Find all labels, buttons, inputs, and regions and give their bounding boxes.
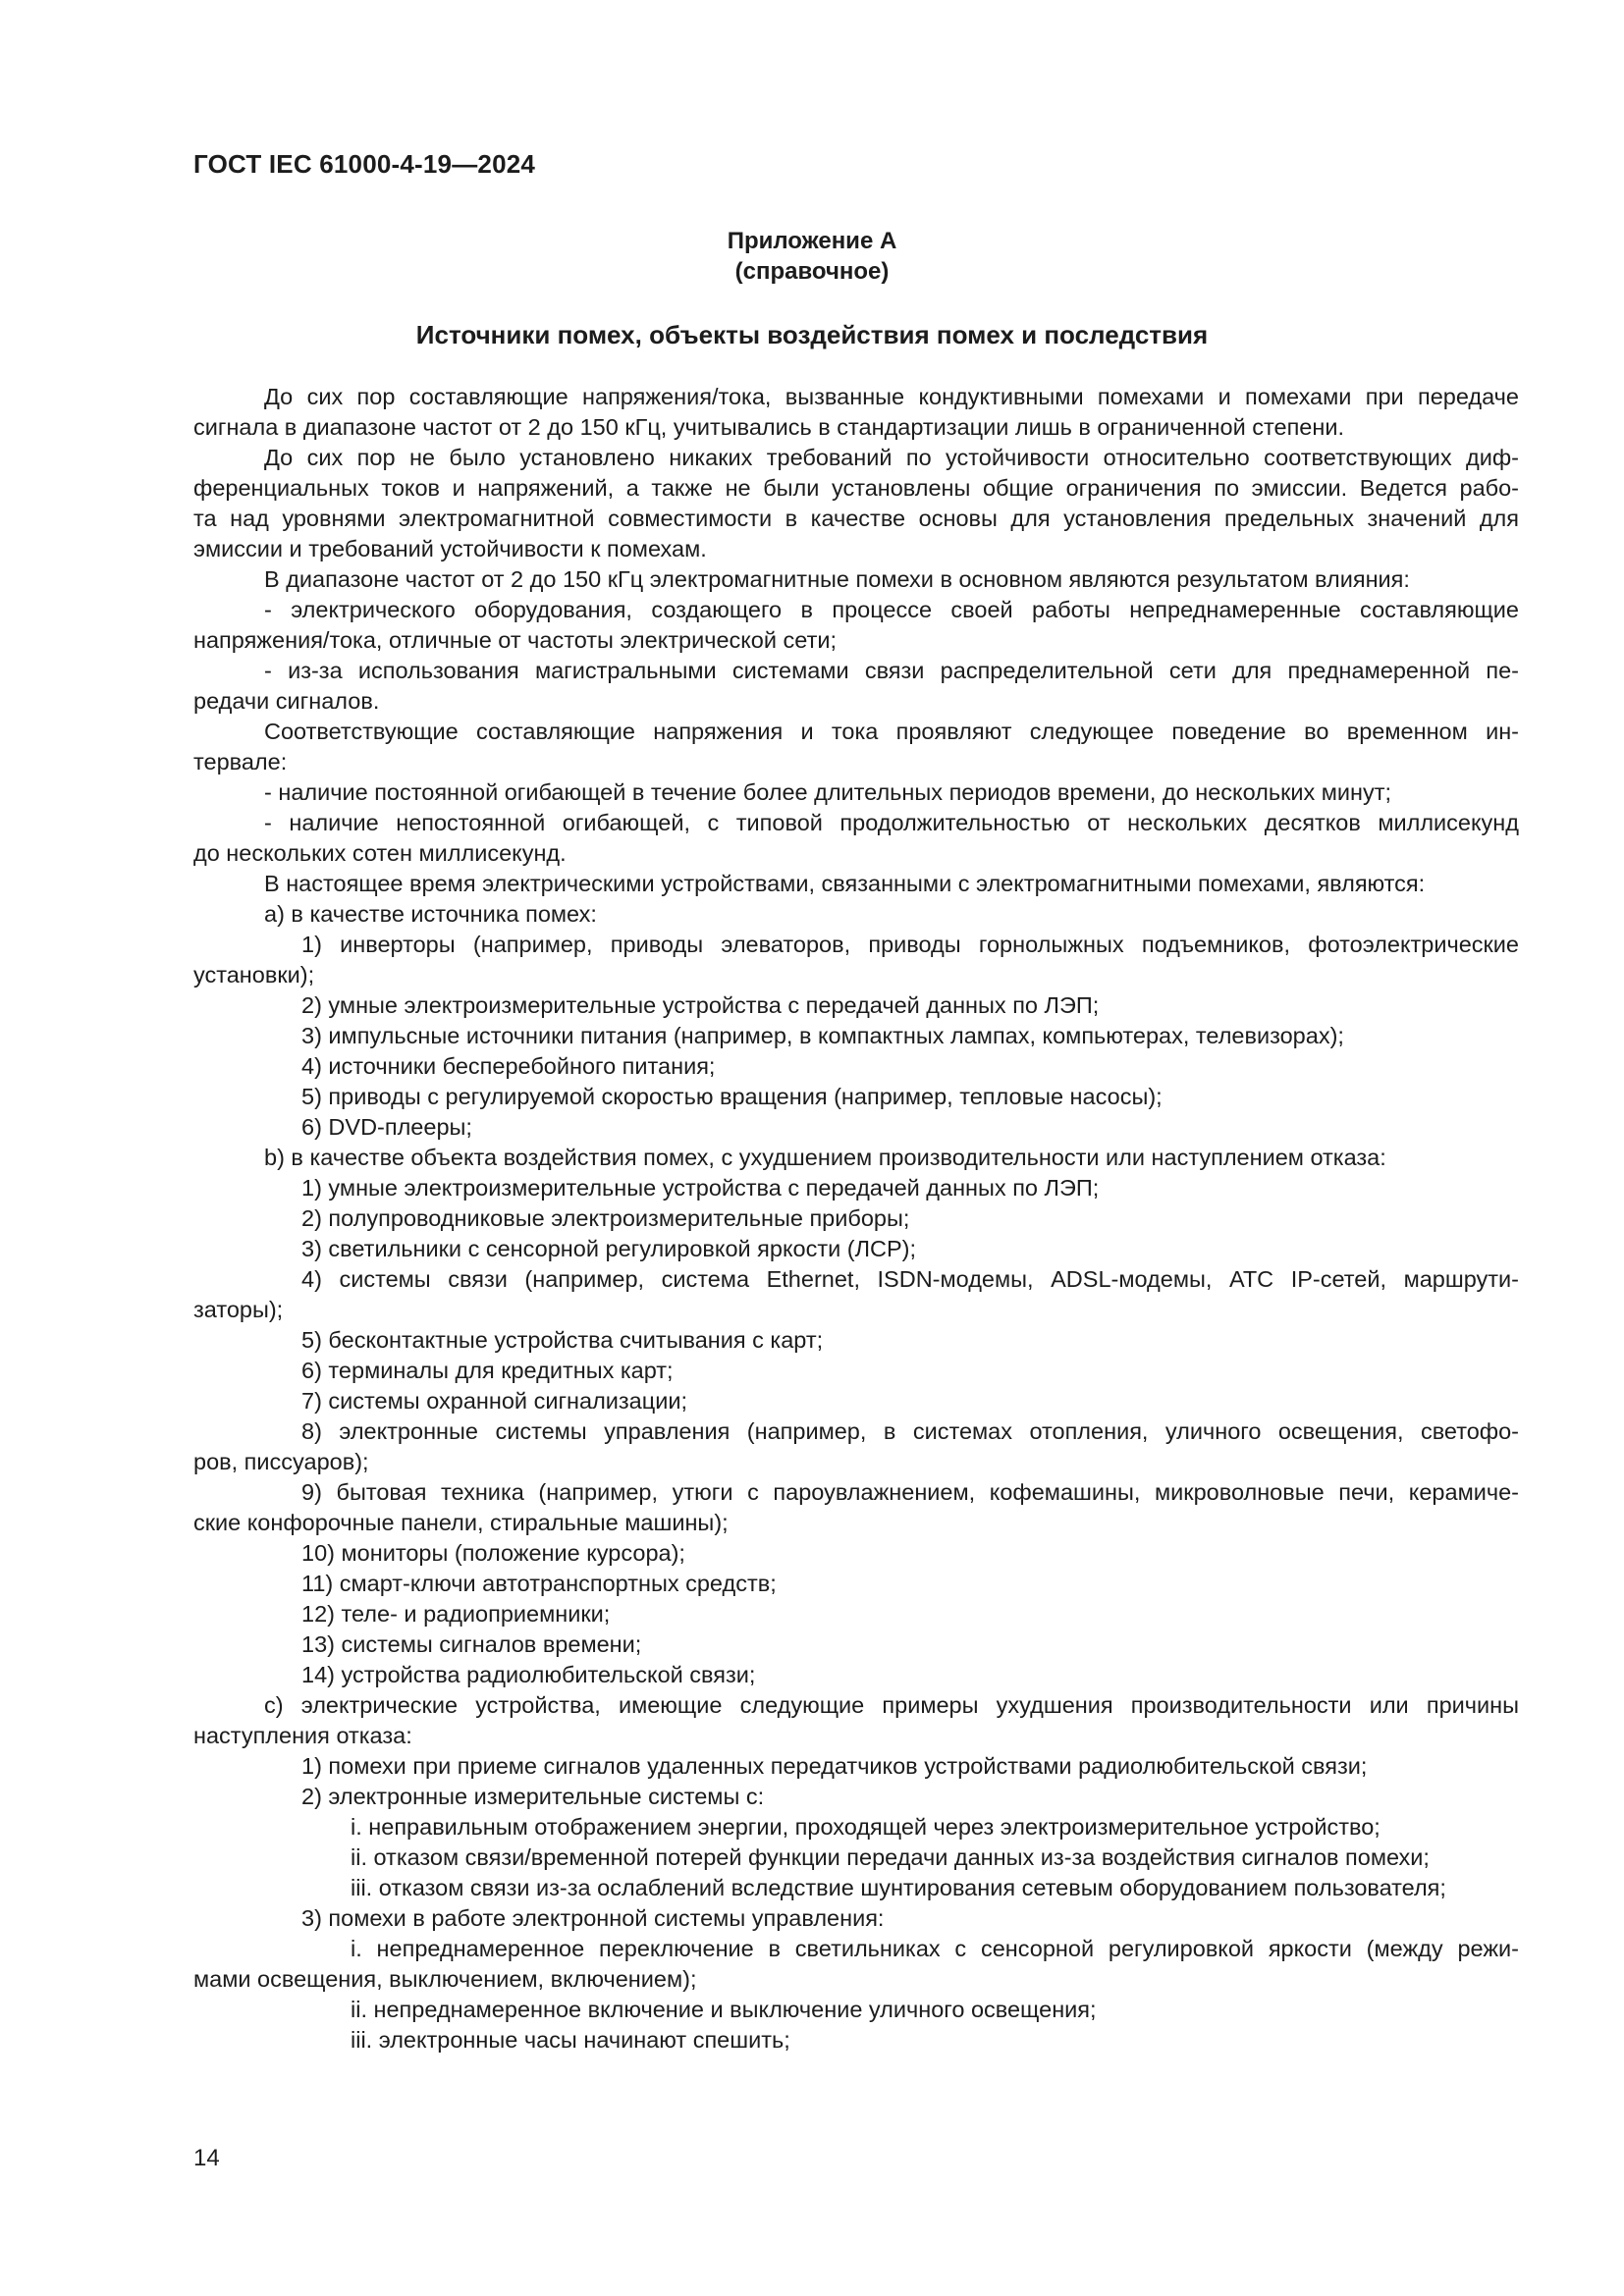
- text-line: 2) умные электроизмерительные устройства с передачей данных по ЛЭП;: [301, 992, 1100, 1018]
- text-line: 6) терминалы для кредитных карт;: [301, 1358, 674, 1383]
- text-line: мами освещения, выключением, включением);: [193, 1966, 697, 1992]
- text-line: i. неправильным отображением энергии, проходящей через электроизмерительное устройство;: [351, 1814, 1380, 1840]
- annex-title: Приложение А: [727, 228, 897, 254]
- text-line: эмиссии и требований устойчивости к помехам.: [193, 536, 707, 561]
- text-line: та над уровнями электромагнитной совместимости в качестве основы для установления предельных значений для: [193, 506, 1519, 531]
- text-line: 1) помехи при приеме сигналов удаленных передатчиков устройствами радиолюбительской связи;: [301, 1753, 1368, 1779]
- text-line: - наличие непостоянной огибающей, с типовой продолжительностью от нескольких десятков миллисекунд: [264, 810, 1519, 835]
- text-line: 2) электронные измерительные системы с:: [301, 1784, 765, 1809]
- document-header: ГОСТ IEC 61000-4-19—2024: [193, 149, 536, 179]
- text-line: ров, писсуаров);: [193, 1449, 369, 1474]
- text-line: редачи сигналов.: [193, 688, 380, 714]
- text-line: В диапазоне частот от 2 до 150 кГц электромагнитные помехи в основном являются результатом влияния:: [264, 566, 1410, 592]
- text-line: 3) импульсные источники питания (например, в компактных лампах, компьютерах, телевизорах);: [301, 1023, 1344, 1048]
- text-line: iii. отказом связи из-за ослаблений вследствие шунтирования сетевым оборудованием пользователя;: [351, 1875, 1446, 1900]
- text-line: ференциальных токов и напряжений, а также не были установлены общие ограничения по эмиссии. Ведется рабо-: [193, 475, 1519, 501]
- text-line: 3) помехи в работе электронной системы управления:: [301, 1905, 885, 1931]
- text-line: a) в качестве источника помех:: [264, 901, 597, 927]
- text-line: 12) теле- и радиоприемники;: [301, 1601, 611, 1627]
- text-line: 1) умные электроизмерительные устройства с передачей данных по ЛЭП;: [301, 1175, 1100, 1201]
- text-line: iii. электронные часы начинают спешить;: [351, 2027, 790, 2053]
- text-line: 5) приводы с регулируемой скоростью вращения (например, тепловые насосы);: [301, 1084, 1163, 1109]
- text-line: В настоящее время электрическими устройствами, связанными с электромагнитными помехами, являются:: [264, 871, 1426, 896]
- text-line: До сих пор составляющие напряжения/тока, вызванные кондуктивными помехами и помехами при передаче: [264, 384, 1519, 409]
- text-line: - наличие постоянной огибающей в течение более длительных периодов времени, до нескольких минут;: [264, 779, 1392, 805]
- text-line: напряжения/тока, отличные от частоты электрической сети;: [193, 627, 837, 653]
- text-line: ii. отказом связи/временной потерей функции передачи данных из-за воздействия сигналов помехи;: [351, 1844, 1430, 1870]
- text-line: i. непреднамеренное переключение в светильниках с сенсорной регулировкой яркости (между режи-: [351, 1936, 1519, 1961]
- text-line: ские конфорочные панели, стиральные машины);: [193, 1510, 729, 1535]
- text-line: 13) системы сигналов времени;: [301, 1631, 642, 1657]
- text-line: 3) светильники с сенсорной регулировкой яркости (ЛСР);: [301, 1236, 917, 1261]
- text-line: 6) DVD-плееры;: [301, 1114, 472, 1140]
- text-line: сигнала в диапазоне частот от 2 до 150 кГц, учитывались в стандартизации лишь в ограниченной степени.: [193, 414, 1344, 440]
- text-line: до нескольких сотен миллисекунд.: [193, 840, 567, 866]
- text-line: 4) системы связи (например, система Ethernet, ISDN-модемы, ADSL-модемы, АТС IP-сетей, маршрути-: [301, 1266, 1519, 1292]
- body-text: [193, 382, 1519, 2056]
- text-line: 9) бытовая техника (например, утюги с пароувлажнением, кофемашины, микроволновые печи, керамиче-: [301, 1479, 1519, 1505]
- annex-kind: (справочное): [734, 258, 890, 285]
- section-title: Источники помех, объекты воздействия помех и последствия: [415, 320, 1209, 349]
- text-line: установки);: [193, 962, 315, 988]
- text-line: 10) мониторы (положение курсора);: [301, 1540, 685, 1566]
- text-line: Соответствующие составляющие напряжения и тока проявляют следующее поведение во временном ин-: [264, 719, 1519, 744]
- text-line: 11) смарт-ключи автотранспортных средств;: [301, 1571, 777, 1596]
- text-line: c) электрические устройства, имеющие следующие примеры ухудшения производительности или причины: [264, 1692, 1519, 1718]
- text-line: заторы);: [193, 1297, 284, 1322]
- text-line: - из-за использования магистральными системами связи распределительной сети для преднамеренной пе-: [264, 658, 1519, 683]
- page-number: 14: [193, 2145, 220, 2171]
- text-line: b) в качестве объекта воздействия помех, с ухудшением производительности или наступлением отказа:: [264, 1145, 1386, 1170]
- text-line: До сих пор не было установлено никаких требований по устойчивости относительно соответствующих диф-: [264, 445, 1519, 470]
- text-line: 14) устройства радиолюбительской связи;: [301, 1662, 756, 1687]
- text-line: - электрического оборудования, создающего в процессе своей работы непреднамеренные составляющие: [264, 597, 1519, 622]
- text-line: 4) источники бесперебойного питания;: [301, 1053, 716, 1079]
- text-line: наступления отказа:: [193, 1723, 412, 1748]
- text-line: тервале:: [193, 749, 288, 774]
- text-line: 2) полупроводниковые электроизмерительные приборы;: [301, 1205, 910, 1231]
- text-line: 1) инверторы (например, приводы элеваторов, приводы горнолыжных подъемников, фотоэлектрические: [301, 932, 1519, 957]
- annex-heading: [0, 226, 1624, 287]
- text-line: 8) электронные системы управления (например, в системах отопления, уличного освещения, светофо-: [301, 1418, 1519, 1444]
- text-line: 5) бесконтактные устройства считывания с карт;: [301, 1327, 824, 1353]
- text-line: 7) системы охранной сигнализации;: [301, 1388, 687, 1414]
- text-line: ii. непреднамеренное включение и выключение уличного освещения;: [351, 1997, 1097, 2022]
